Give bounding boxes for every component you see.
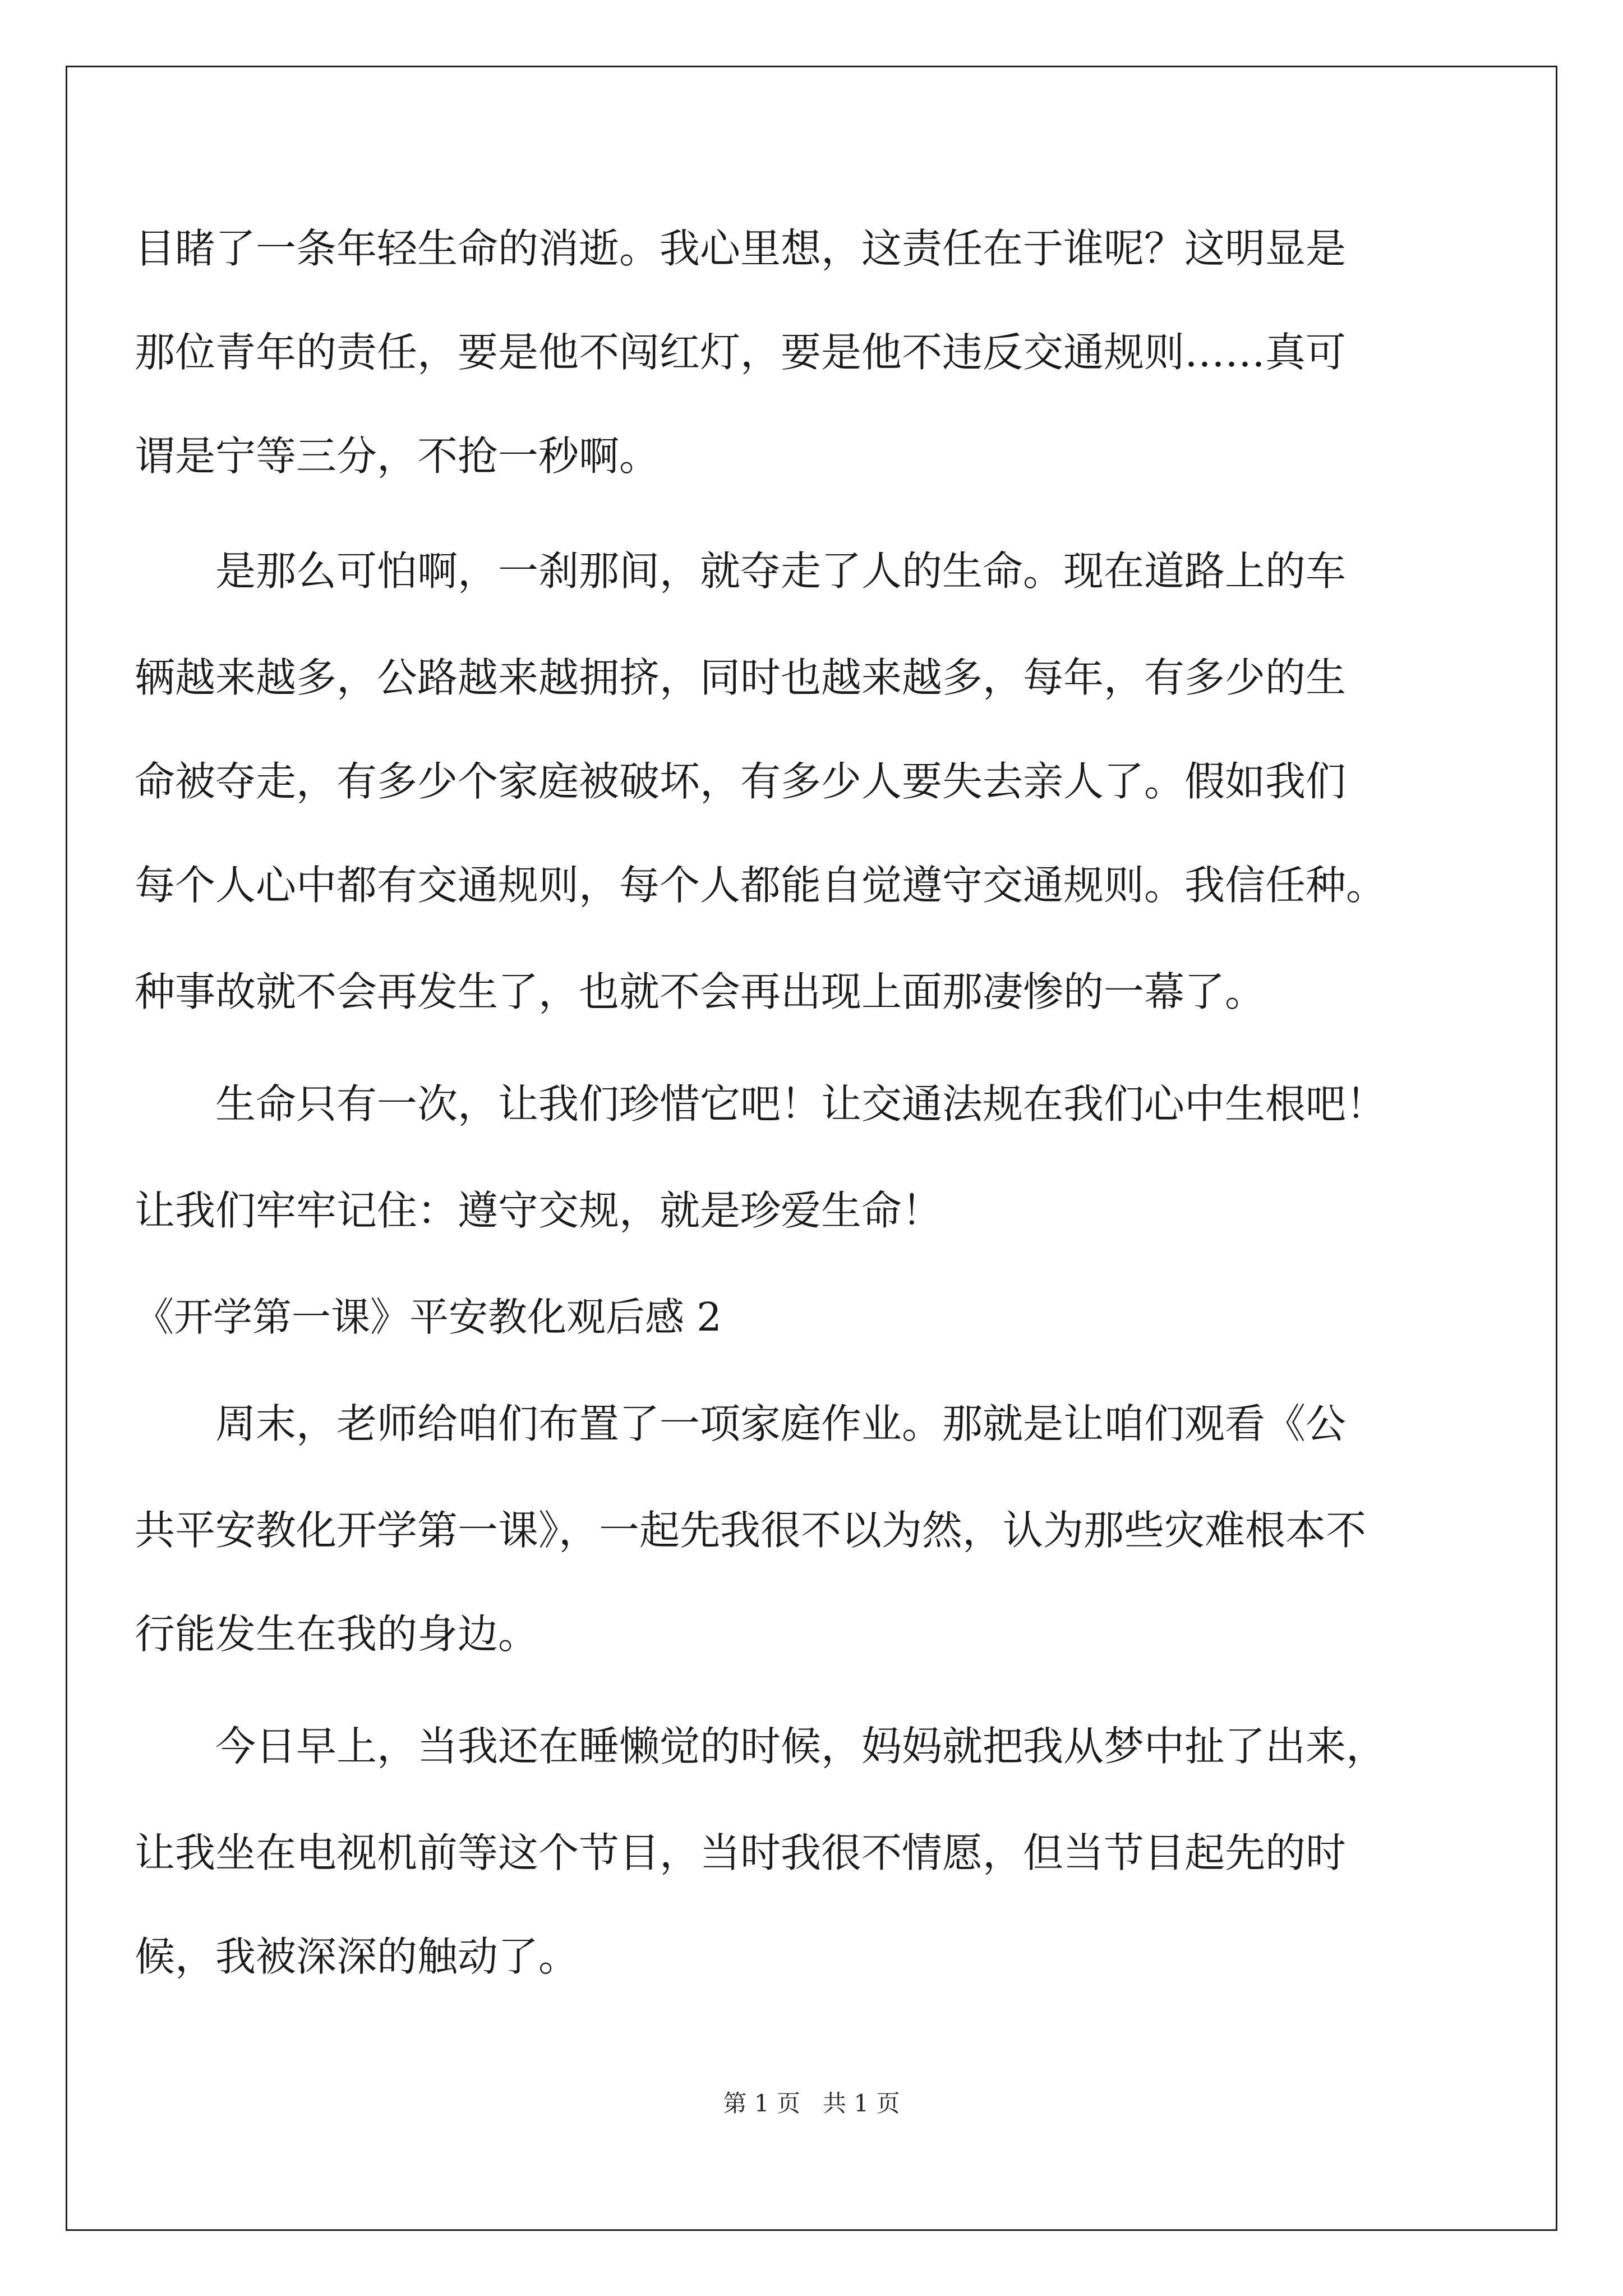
text-line: 辆越来越多，公路越来越拥挤，同时也越来越多，每年，有多少的生 — [135, 654, 1347, 701]
section-heading: 《开学第一课》平安教化观后感 2 — [135, 1294, 722, 1340]
text-line: 让我坐在电视机前等这个节目，当时我很不情愿，但当节目起先的时 — [135, 1829, 1347, 1876]
paragraph-first-line: 周末，老师给咱们布置了一项家庭作业。那就是让咱们观看《公 — [215, 1400, 1347, 1447]
paragraph-first-line: 是那么可怕啊，一刹那间，就夺走了人的生命。现在道路上的车 — [215, 547, 1347, 595]
text-line: 命被夺走，有多少个家庭被破坏，有多少人要失去亲人了。假如我们 — [135, 758, 1347, 805]
text-line: 那位青年的责任，要是他不闯红灯，要是他不违反交通规则……真可 — [135, 329, 1347, 376]
text-line: 谓是宁等三分，不抢一秒啊。 — [135, 432, 660, 480]
text-line: 共平安教化开学第一课》，一起先我很不以为然，认为那些灾难根本不 — [135, 1507, 1367, 1554]
page-border — [66, 66, 1557, 2231]
text-line: 目睹了一条年轻生命的消逝。我心里想，这责任在于谁呢？这明显是 — [135, 225, 1347, 272]
text-line: 让我们牢牢记住：遵守交规，就是珍爱生命！ — [135, 1187, 943, 1234]
text-line: 种事故就不会再发生了，也就不会再出现上面那凄惨的一幕了。 — [135, 968, 1266, 1015]
text-line: 候，我被深深的触动了。 — [135, 1933, 579, 1980]
paragraph-first-line: 今日早上，当我还在睡懒觉的时候，妈妈就把我从梦中扯了出来， — [215, 1723, 1387, 1770]
text-line: 行能发生在我的身边。 — [135, 1611, 539, 1658]
paragraph-first-line: 生命只有一次，让我们珍惜它吧！让交通法规在我们心中生根吧！ — [215, 1080, 1387, 1128]
text-line: 每个人心中都有交通规则，每个人都能自觉遵守交通规则。我信任种。 — [135, 862, 1387, 909]
page-footer: 第 1 页 共 1 页 — [723, 2090, 900, 2117]
